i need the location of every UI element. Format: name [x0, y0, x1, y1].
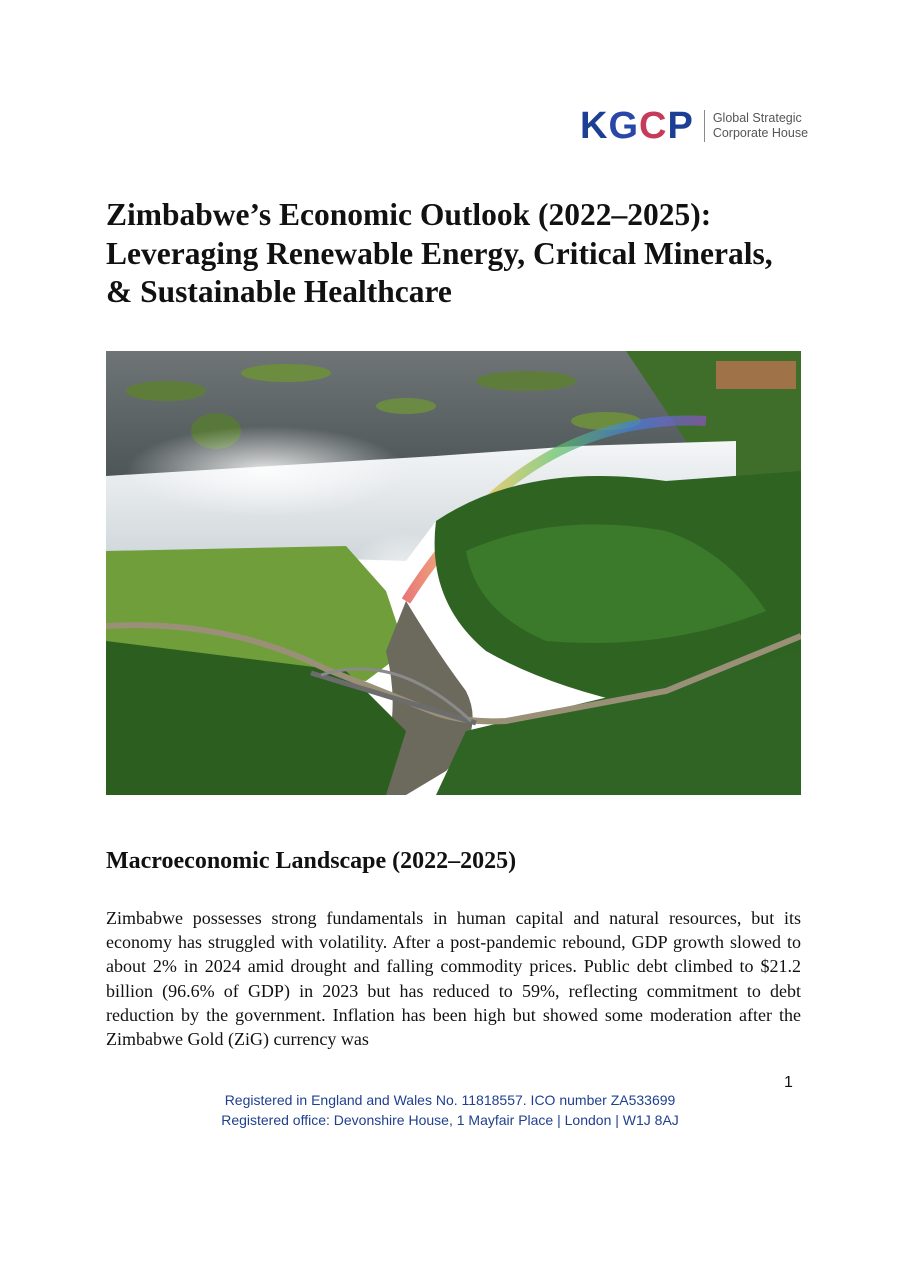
kgcp-logo: [580, 106, 808, 146]
section-heading: Macroeconomic Landscape (2022–2025): [106, 848, 517, 874]
logo-tagline-line1: Global Strategic: [712, 111, 802, 125]
footer-registration: Registered in England and Wales No. 11818557. ICO number ZA533699: [224, 1092, 676, 1108]
logo-divider: [704, 110, 705, 142]
logo-letter-c: C: [639, 105, 668, 147]
footer: [150, 1090, 750, 1130]
logo-letter-p: P: [667, 105, 694, 147]
hero-waterfall-photo: [106, 351, 801, 795]
body-paragraph: Zimbabwe possesses strong fundamentals in human capital and natural resources, but its economy has struggled with volatility. After a post-pandemic rebound, GDP growth slowed to about 2% in 2024 amid drought and falling commodity prices. Public debt climbed to $21.2 billion (96.6% of GDP) in 2023 but has reduced to 59%, reflecting commitment to debt reduction by the government. Inflation has been high but showed some moderation after the Zimbabwe Gold (ZiG) currency was: [106, 908, 801, 1050]
logo-wordmark: [580, 106, 694, 146]
logo-tagline: [713, 111, 808, 141]
page-number: 1: [784, 1074, 793, 1091]
logo-tagline-line2: Corporate House: [712, 126, 809, 140]
document-title: Zimbabwe’s Economic Outlook (2022–2025): Leveraging Renewable Energy, Critical Minerals, & Sustainable Healthcare: [106, 197, 773, 309]
footer-office-address: Registered office: Devonshire House, 1 Mayfair Place | London | W1J 8AJ: [221, 1112, 679, 1128]
logo-letter-g: G: [608, 105, 640, 147]
logo-letter-k: K: [580, 105, 609, 147]
